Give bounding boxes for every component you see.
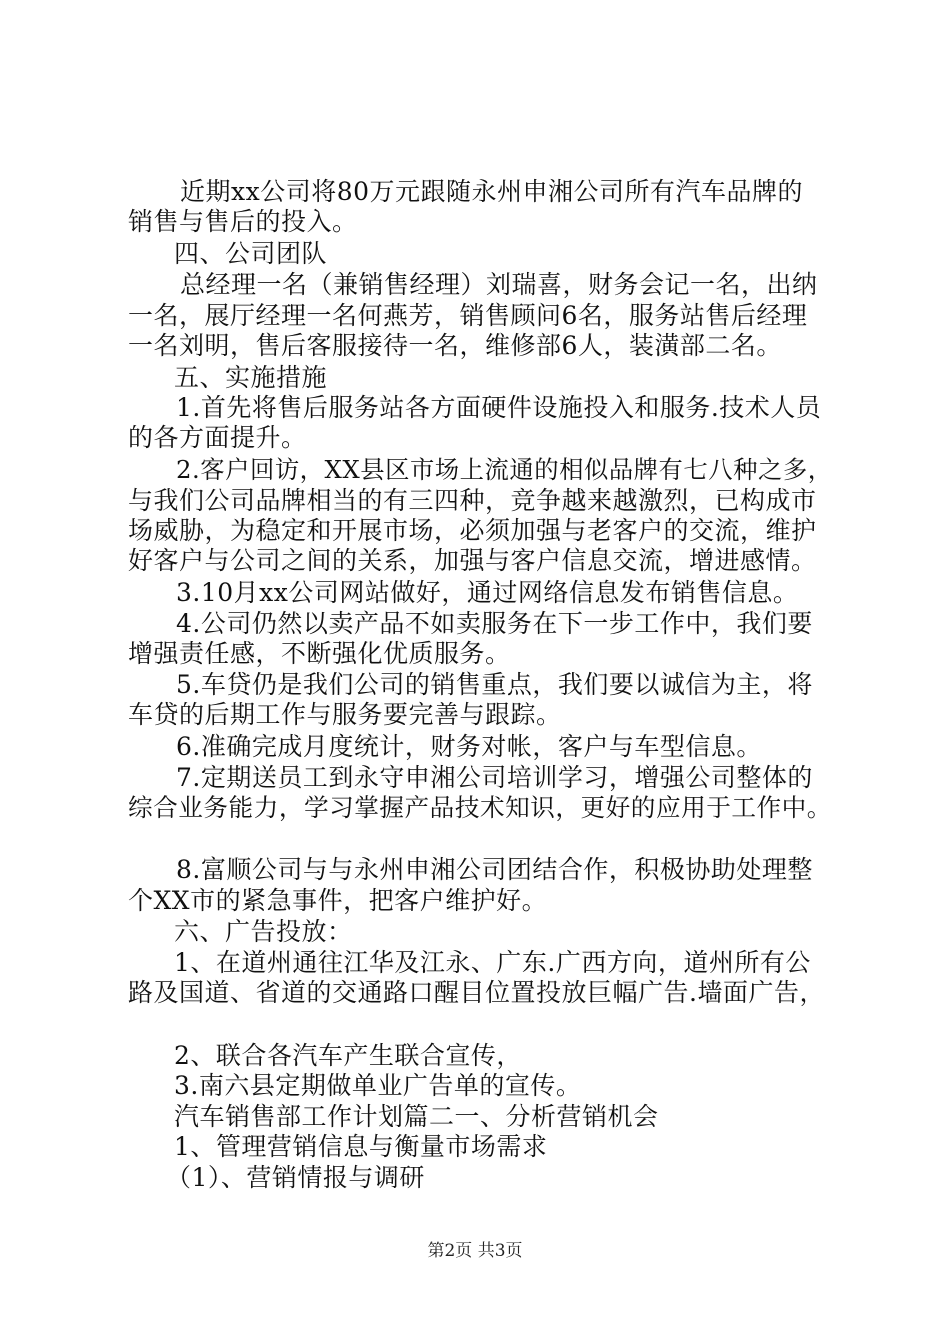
- text-line: 销售与售后的投入。: [128, 207, 358, 236]
- text-line: 3.10月xx公司网站做好，通过网络信息发布销售信息。: [176, 578, 799, 607]
- text-line: 2、联合各汽车产生联合宣传，: [174, 1041, 522, 1070]
- text-line: 一名，展厅经理一名何燕芳，销售顾问6名，服务站售后经理: [128, 301, 808, 330]
- text-line: 车贷的后期工作与服务要完善与跟踪。: [128, 700, 562, 729]
- text-line: 1、在道州通往江华及江永、广东.广西方向，道州所有公: [174, 948, 811, 977]
- section-heading: 四、公司团队: [174, 239, 328, 268]
- page-footer: 第2页 共3页: [427, 1241, 523, 1261]
- text-line: 场威胁，为稳定和开展市场，必须加强与老客户的交流，维护: [128, 516, 817, 545]
- text-line: 2.客户回访，XX县区市场上流通的相似品牌有七八种之多，: [176, 455, 833, 484]
- section-heading: 五、实施措施: [174, 363, 328, 392]
- text-line: 汽车销售部工作计划篇二一、分析营销机会: [174, 1102, 659, 1131]
- text-line: 与我们公司品牌相当的有三四种，竞争越来越激烈，已构成市: [128, 486, 817, 515]
- text-line: 的各方面提升。: [128, 423, 307, 452]
- text-line: 近期xx公司将80万元跟随永州申湘公司所有汽车品牌的: [180, 177, 804, 206]
- text-line: 3.南六县定期做单业广告单的宣传。: [174, 1071, 582, 1100]
- text-line: 总经理一名（兼销售经理）刘瑞喜，财务会记一名，出纳: [180, 270, 818, 299]
- section-heading: 六、广告投放：: [174, 917, 353, 946]
- text-line: 一名刘明，售后客服接待一名，维修部6人，装潢部二名。: [128, 331, 782, 360]
- text-line: 路及国道、省道的交通路口醒目位置投放巨幅广告.墙面广告，: [128, 978, 825, 1007]
- text-line: 1、管理营销信息与衡量市场需求: [174, 1132, 548, 1161]
- text-line: 综合业务能力，学习掌握产品技术知识，更好的应用于工作中。: [128, 793, 832, 822]
- text-line: 8.富顺公司与与永州申湘公司团结合作，积极协助处理整: [176, 855, 813, 884]
- text-line: 7.定期送员工到永守申湘公司培训学习，增强公司整体的: [176, 763, 813, 792]
- text-line: 6.准确完成月度统计，财务对帐，客户与车型信息。: [176, 732, 762, 761]
- text-line: 增强责任感，不断强化优质服务。: [128, 639, 511, 668]
- text-line: 1.首先将售后服务站各方面硬件设施投入和服务.技术人员: [176, 393, 822, 422]
- text-line: 5.车贷仍是我们公司的销售重点，我们要以诚信为主，将: [176, 670, 813, 699]
- text-line: （1）、营销情报与调研: [166, 1163, 425, 1192]
- text-line: 个XX市的紧急事件，把客户维护好。: [128, 886, 548, 915]
- text-line: 好客户与公司之间的关系，加强与客户信息交流，增进感情。: [128, 546, 817, 575]
- text-line: 4.公司仍然以卖产品不如卖服务在下一步工作中，我们要: [176, 609, 813, 638]
